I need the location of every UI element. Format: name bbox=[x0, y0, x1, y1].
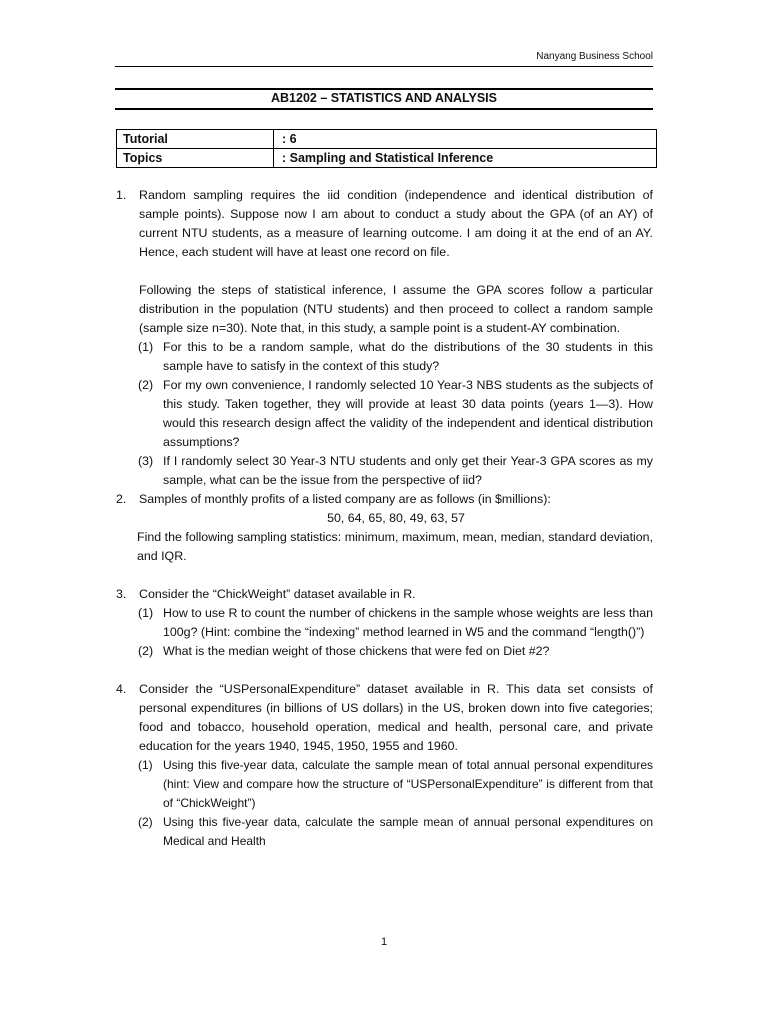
tutorial-value: : 6 bbox=[274, 130, 657, 149]
sub-question-text: For this to be a random sample, what do the distributions of the 30 students in this sample have to satisfy in the context of this study? bbox=[163, 340, 653, 373]
sub-question-number: (3) bbox=[138, 454, 154, 468]
school-name: Nanyang Business School bbox=[536, 51, 653, 62]
topics-value: : Sampling and Statistical Inference bbox=[274, 149, 657, 168]
sub-question-number: (2) bbox=[138, 378, 154, 392]
sub-question-text: How to use R to count the number of chickens in the sample whose weights are less than 100g? (Hint: combine the “indexing” method learned in W5 and the command “length()”) bbox=[163, 606, 653, 639]
topics-label: Topics bbox=[117, 149, 274, 168]
sub-question bbox=[116, 338, 653, 376]
question-number: 1. bbox=[116, 188, 127, 202]
sub-question bbox=[116, 452, 653, 490]
sub-question-number: (2) bbox=[138, 815, 153, 829]
course-title: AB1202 – STATISTICS AND ANALYSIS bbox=[271, 91, 497, 105]
question-number: 4. bbox=[116, 682, 127, 696]
questions bbox=[116, 186, 653, 851]
sub-question bbox=[116, 813, 653, 851]
question-1 bbox=[116, 186, 653, 490]
sub-question bbox=[116, 604, 653, 642]
question-text: Consider the “USPersonalExpenditure” dataset available in R. This data set consists of personal expenditures (in billions of US dollars) in the US, broken down into five categories; food and tobacco, household operation, medical and health, personal care, and private education for the years 1940, 1945, 1950, 1955 and 1960. bbox=[139, 682, 653, 753]
sub-question-text: What is the median weight of those chickens that were fed on Diet #2? bbox=[163, 644, 550, 658]
tutorial-info-table bbox=[116, 129, 657, 168]
tutorial-label: Tutorial bbox=[117, 130, 274, 149]
course-title-top-rule bbox=[115, 88, 653, 90]
course-title-bottom-rule bbox=[115, 108, 653, 110]
question-paragraph: Following the steps of statistical inference, I assume the GPA scores follow a particular distribution in the population (NTU students) and then proceed to collect a random sample (sample size n=30). Note that, in this study, a sample point is a student-AY combination. bbox=[139, 283, 653, 335]
sub-question bbox=[116, 376, 653, 452]
sub-question bbox=[116, 642, 653, 661]
sub-question-number: (1) bbox=[138, 340, 154, 354]
sub-question-text: If I randomly select 30 Year-3 NTU students and only get their Year-3 GPA scores as my sample, what can be the issue from the perspective of iid? bbox=[163, 454, 653, 487]
sub-question-text: Using this five-year data, calculate the sample mean of total annual personal expenditures (hint: View and compare how the structure of “USPersonalExpenditure” is different from that of “ChickWeight”) bbox=[163, 758, 653, 810]
question-3 bbox=[116, 585, 653, 661]
sub-question-text: Using this five-year data, calculate the sample mean of annual personal expenditures on Medical and Health bbox=[163, 815, 653, 848]
question-paragraph: Random sampling requires the iid condition (independence and identical distribution of sample points). Suppose now I am about to conduct a study about the GPA (of an AY) of current NTU students, as a measure of learning outcome. I am doing it at the end of an AY. Hence, each student will have at least one record on file. bbox=[139, 188, 653, 259]
sub-question-number: (2) bbox=[138, 644, 154, 658]
tutorial-row bbox=[117, 130, 657, 149]
question-text: Samples of monthly profits of a listed company are as follows (in $millions): bbox=[139, 492, 551, 506]
question-number: 2. bbox=[116, 492, 127, 506]
profit-data-values: 50, 64, 65, 80, 49, 63, 57 bbox=[327, 511, 465, 525]
question-number: 3. bbox=[116, 587, 127, 601]
question-text: Consider the “ChickWeight” dataset available in R. bbox=[139, 587, 416, 601]
question-4 bbox=[116, 680, 653, 851]
sub-question-number: (1) bbox=[138, 606, 154, 620]
question-instruction: Find the following sampling statistics: minimum, maximum, mean, median, standard deviation, and IQR. bbox=[137, 530, 653, 563]
sub-question-text: For my own convenience, I randomly selected 10 Year-3 NBS students as the subjects of this study. Taken together, they will provide at least 30 data points (years 1—3). How would this research design affect the validity of the independent and identical distribution assumptions? bbox=[163, 378, 653, 449]
topics-row bbox=[117, 149, 657, 168]
sub-question-number: (1) bbox=[138, 758, 153, 772]
page-number: 1 bbox=[380, 936, 388, 948]
question-2 bbox=[116, 490, 653, 566]
sub-question bbox=[116, 756, 653, 813]
header-divider bbox=[115, 66, 653, 67]
